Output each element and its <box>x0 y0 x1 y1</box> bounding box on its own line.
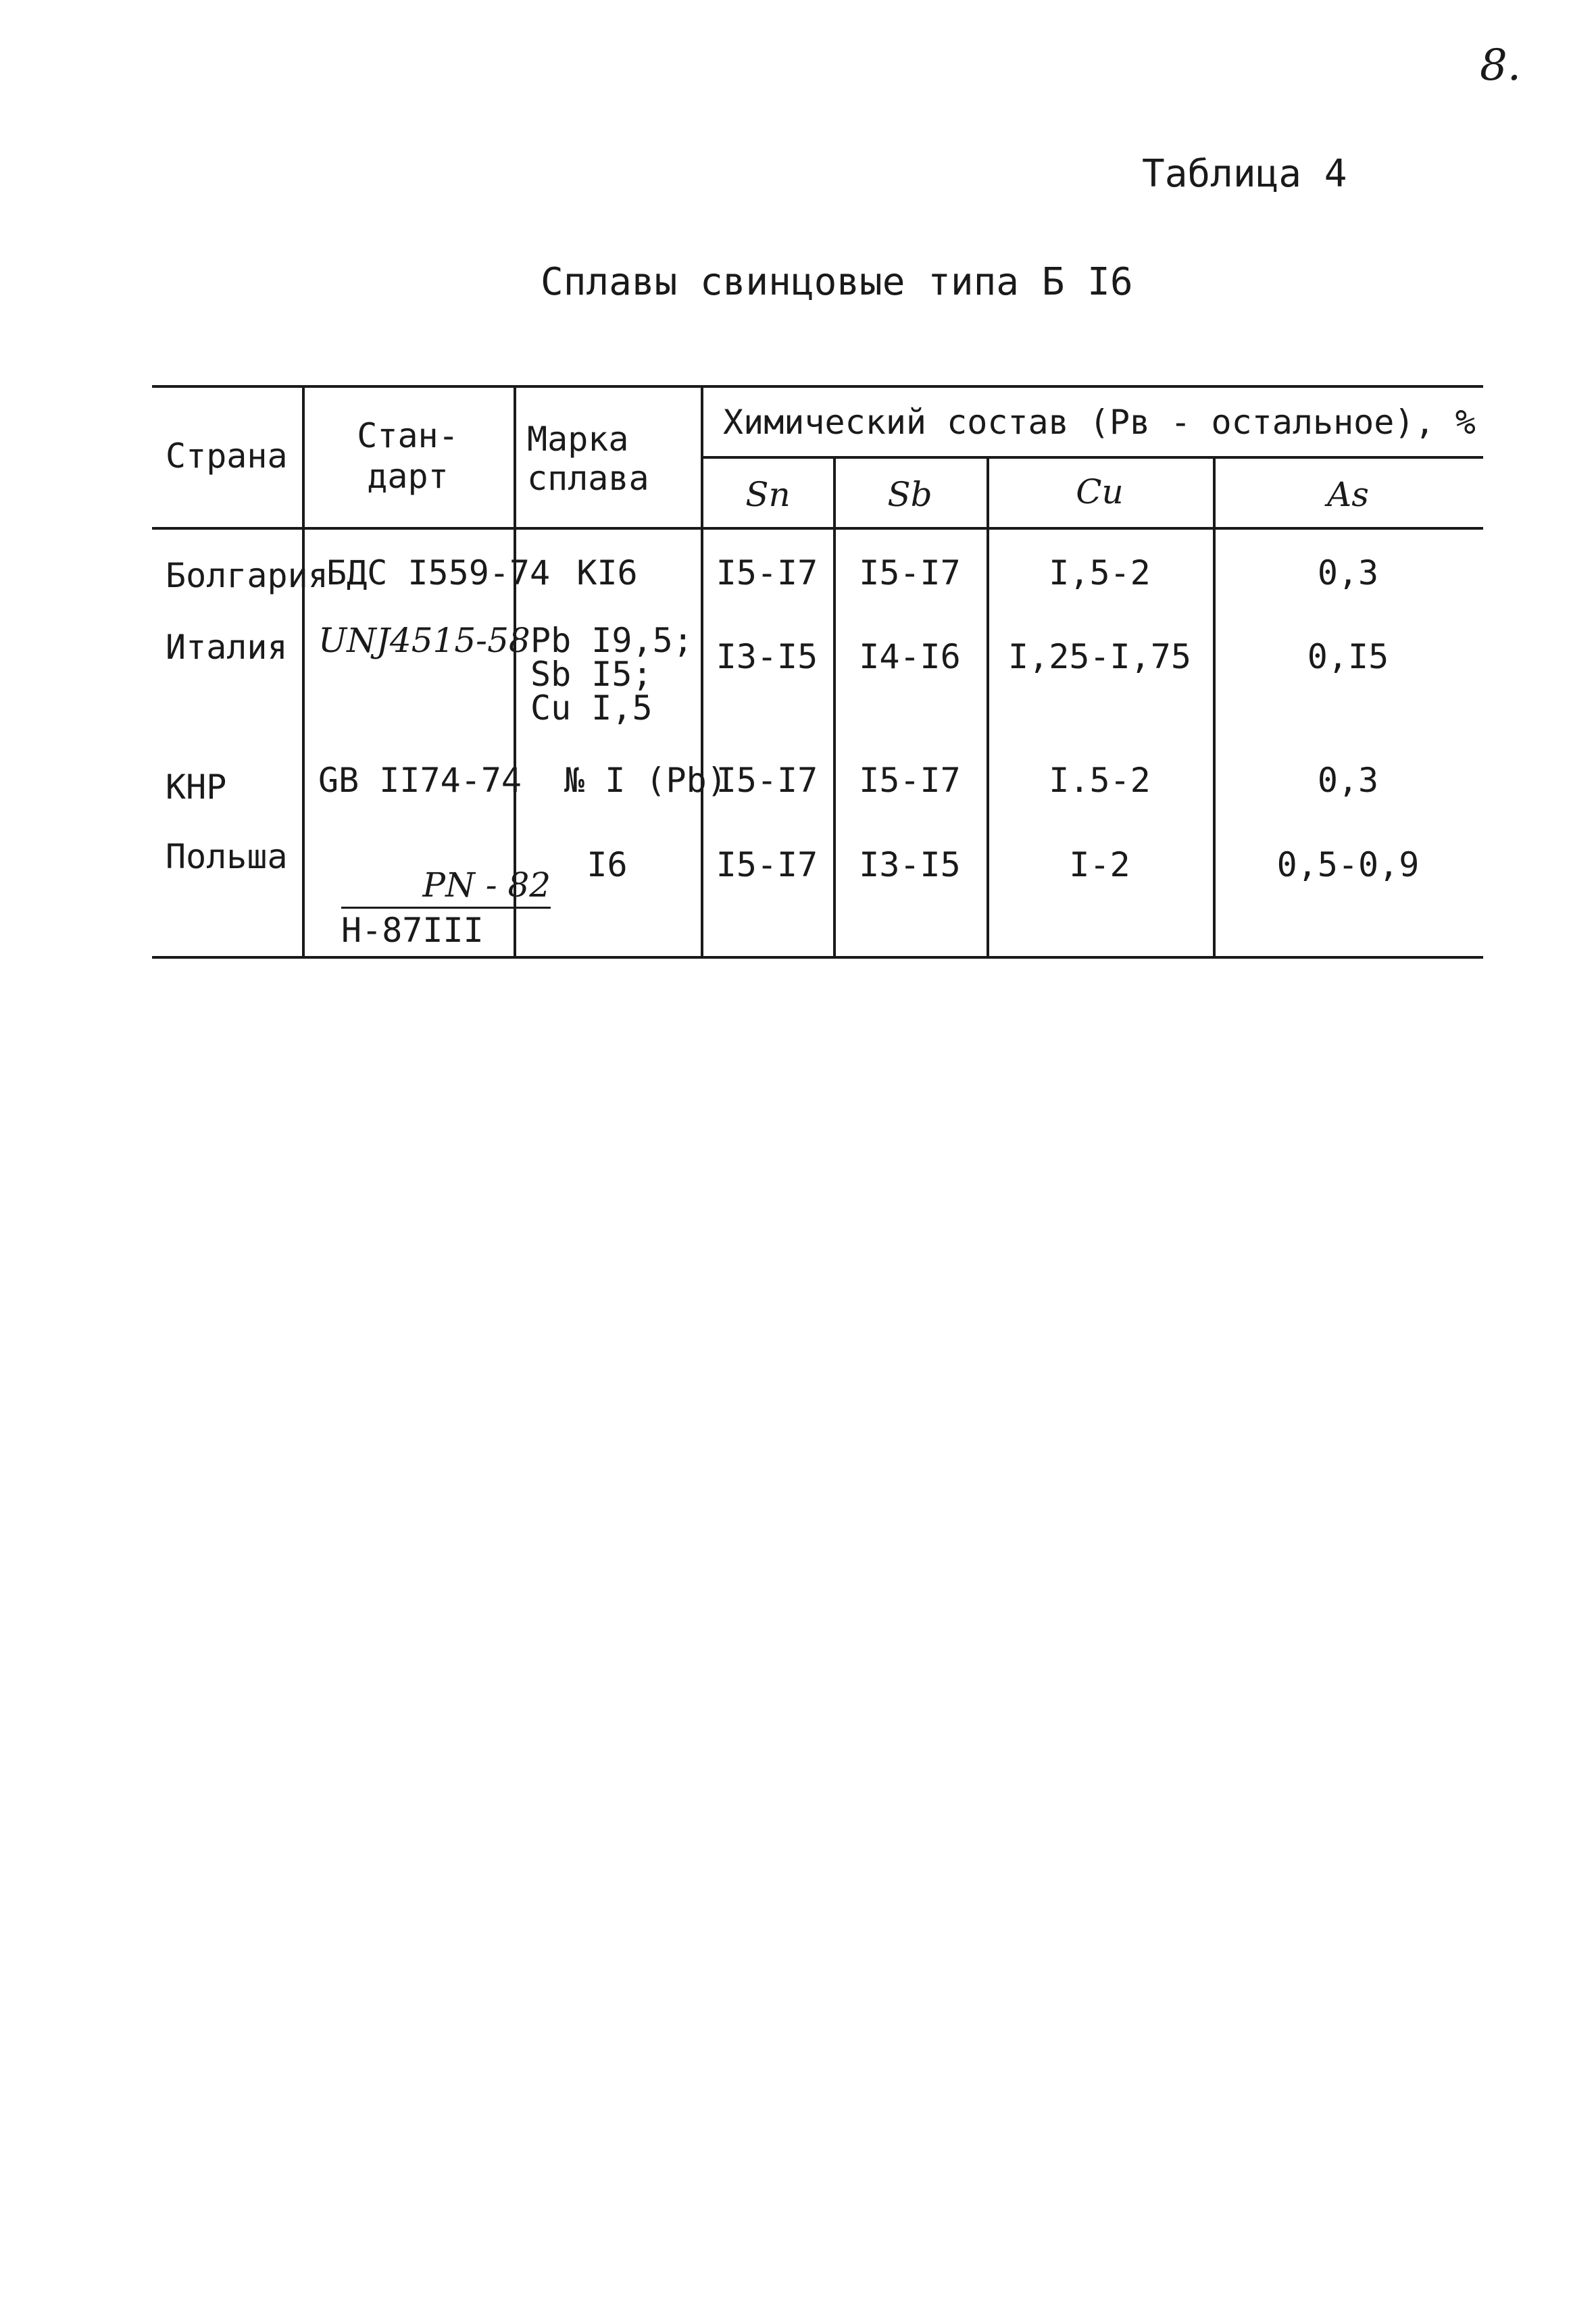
row4-sn: I5-I7 <box>716 845 818 884</box>
row4-cu: I-2 <box>1069 845 1130 884</box>
row4-standard-top: PN - 82 <box>422 865 551 905</box>
row2-grade-line3: Cu I,5 <box>530 688 653 728</box>
header-sn: Sn <box>745 475 791 514</box>
row3-sb: I5-I7 <box>859 761 961 800</box>
row4-sb: I3-I5 <box>859 845 961 884</box>
header-composition: Химический состав (Рв - остальное), % <box>723 403 1476 442</box>
row2-grade-line1: Pb I9,5; <box>530 621 693 660</box>
row4-grade: I6 <box>587 845 628 884</box>
row2-sb: I4-I6 <box>859 637 961 676</box>
row4-as: 0,5-0,9 <box>1276 845 1420 884</box>
row1-sn: I5-I7 <box>716 553 818 593</box>
subheader-rule <box>703 456 1483 459</box>
row3-as: 0,3 <box>1317 761 1379 800</box>
row1-as: 0,3 <box>1317 553 1379 593</box>
header-grade-line2: сплава <box>527 459 649 498</box>
table-title: Сплавы свинцовые типа Б I6 <box>541 260 1133 304</box>
row1-cu: I,5-2 <box>1049 553 1151 593</box>
table-top-rule <box>152 385 1483 388</box>
row1-country: Болгария <box>166 556 328 595</box>
row2-cu: I,25-I,75 <box>1008 637 1191 676</box>
row2-country: Италия <box>166 628 288 667</box>
row3-country: КНР <box>166 768 227 807</box>
row3-cu: I.5-2 <box>1049 761 1151 800</box>
header-bottom-rule <box>152 527 1483 530</box>
row2-grade-line2: Sb I5; <box>530 655 653 694</box>
fraction-line <box>341 907 551 909</box>
row3-sn: I5-I7 <box>716 761 818 800</box>
header-as: As <box>1327 475 1369 514</box>
row4-standard-bottom: H-87III <box>341 911 484 950</box>
header-grade-line1: Марка <box>527 420 629 459</box>
page-number: 8. <box>1480 41 1522 91</box>
row2-standard: UNJ4515-58 <box>318 621 530 660</box>
table-caption: Таблица 4 <box>1142 152 1347 196</box>
row2-sn: I3-I5 <box>716 637 818 676</box>
row3-standard: GB II74-74 <box>318 761 522 800</box>
header-standard-line2: дарт <box>367 457 449 496</box>
composition-table <box>152 385 1483 970</box>
header-standard-line1: Стан- <box>357 416 459 455</box>
row1-sb: I5-I7 <box>859 553 961 593</box>
header-sb: Sb <box>887 475 932 514</box>
row2-as: 0,I5 <box>1307 637 1389 676</box>
header-country: Страна <box>166 436 288 476</box>
row4-country: Польша <box>166 837 288 876</box>
row1-standard: БДС I559-74 <box>326 553 551 593</box>
row3-grade: № I (Pb) <box>564 761 727 800</box>
row1-grade: КI6 <box>576 553 638 593</box>
header-cu: Cu <box>1076 472 1124 511</box>
